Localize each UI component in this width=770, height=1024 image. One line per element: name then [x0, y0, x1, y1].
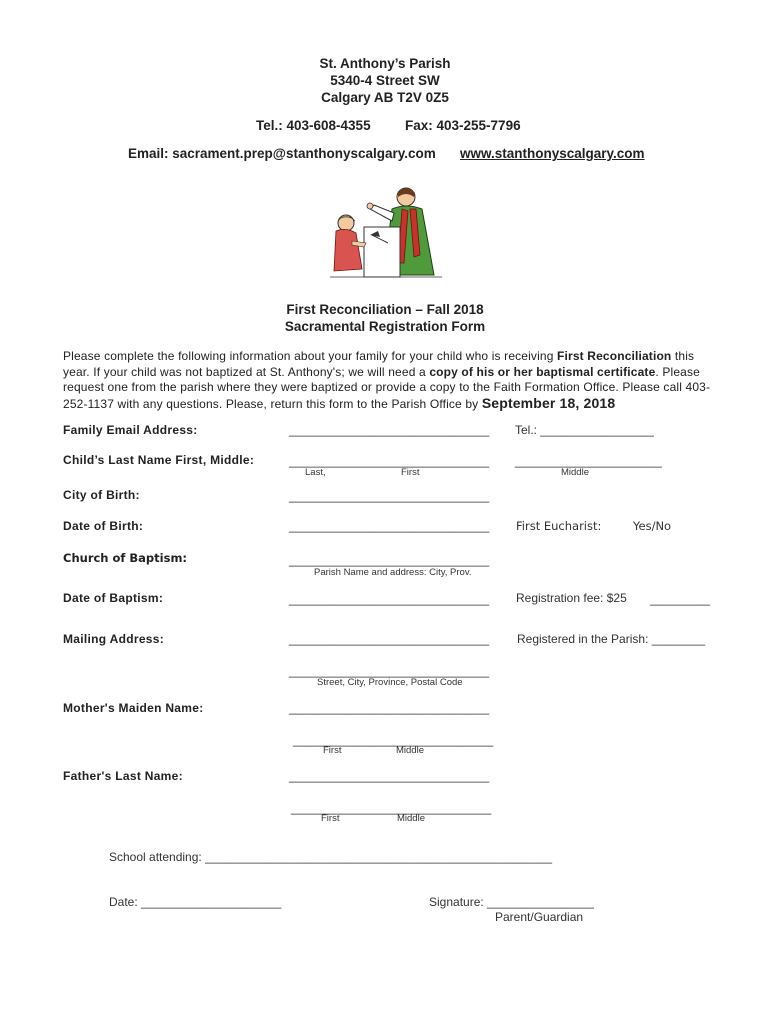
confession-clipart-icon	[330, 183, 442, 279]
fathers-caption-first: First	[321, 813, 340, 824]
mailing-address-label: Mailing Address:	[63, 632, 165, 646]
caption-last: Last,	[305, 467, 326, 478]
date-of-baptism-label: Date of Baptism:	[63, 591, 164, 605]
caption-first: First	[401, 467, 420, 478]
parish-name: St. Anthony’s Parish	[319, 56, 451, 71]
church-of-baptism-label: Church of Baptism:	[63, 551, 188, 565]
registration-fee-label: Registration fee: $25	[516, 591, 627, 605]
child-name-label: Child’s Last Name First, Middle:	[63, 453, 255, 467]
signature-caption: Parent/Guardian	[495, 910, 584, 924]
date-of-baptism-field[interactable]: ______________________________	[289, 592, 490, 606]
parish-city: Calgary AB T2V 0Z5	[321, 90, 449, 105]
family-email-label: Family Email Address:	[63, 423, 198, 437]
school-attending-field[interactable]: School attending: ____________________________________________________	[109, 850, 553, 864]
fathers-last-name-label: Father's Last Name:	[63, 769, 183, 783]
first-eucharist-label: First Eucharist:	[516, 519, 602, 533]
church-of-baptism-field[interactable]: ______________________________	[289, 553, 490, 567]
city-of-birth-label: City of Birth:	[63, 488, 140, 502]
church-of-baptism-caption: Parish Name and address: City, Prov.	[314, 567, 472, 578]
mothers-caption-middle: Middle	[396, 745, 424, 756]
parish-tel: Tel.: 403-608-4355	[256, 118, 371, 133]
mailing-address-field[interactable]: ______________________________	[289, 632, 490, 646]
fathers-caption-middle: Middle	[397, 813, 425, 824]
family-email-field[interactable]: ______________________________	[289, 423, 490, 437]
parish-street: 5340-4 Street SW	[330, 73, 440, 88]
form-subtitle: Sacramental Registration Form	[284, 319, 486, 334]
mailing-address-caption: Street, City, Province, Postal Code	[317, 677, 463, 688]
form-title: First Reconciliation – Fall 2018	[286, 302, 484, 317]
date-of-birth-label: Date of Birth:	[63, 519, 144, 533]
tel-field[interactable]: Tel.: _________________	[515, 423, 654, 437]
mothers-maiden-name-label: Mother's Maiden Name:	[63, 701, 204, 715]
parish-fax: Fax: 403-255-7796	[405, 118, 521, 133]
mothers-maiden-name-field[interactable]: ______________________________	[289, 701, 490, 715]
child-middle-field[interactable]: ______________________	[515, 454, 662, 468]
mothers-first-middle-field[interactable]: ______________________________	[293, 733, 494, 747]
parish-website-link[interactable]: www.stanthonyscalgary.com	[460, 146, 645, 161]
fathers-last-name-field[interactable]: ______________________________	[289, 769, 490, 783]
registration-fee-field[interactable]: _________	[650, 592, 711, 606]
intro-paragraph: Please complete the following information about your family for your child who is receiving First Reconciliation this year. If your child was not baptized at St. Anthony's; we will need a copy of his or her baptismal certificate. Please request one from the parish where they were baptized or provide a copy to the Faith Formation Office. Please call 403-252-1137 with any questions. Please, return this form to the Parish Office by September 18, 2018	[63, 349, 711, 411]
mailing-address-line2-field[interactable]: ______________________________	[289, 664, 490, 678]
city-of-birth-field[interactable]: ______________________________	[289, 489, 490, 503]
child-name-field[interactable]: ______________________________	[289, 454, 490, 468]
registered-parish-field[interactable]: Registered in the Parish: ________	[517, 632, 706, 646]
mothers-caption-first: First	[323, 745, 342, 756]
signature-field[interactable]: Signature: ________________	[429, 895, 594, 909]
caption-middle: Middle	[561, 467, 589, 478]
fathers-first-middle-field[interactable]: ______________________________	[291, 801, 492, 815]
first-eucharist-choice[interactable]: Yes/No	[633, 519, 672, 533]
parish-email[interactable]: Email: sacrament.prep@stanthonyscalgary.com	[128, 146, 436, 161]
date-field[interactable]: Date: _____________________	[109, 895, 282, 909]
date-of-birth-field[interactable]: ______________________________	[289, 519, 490, 533]
